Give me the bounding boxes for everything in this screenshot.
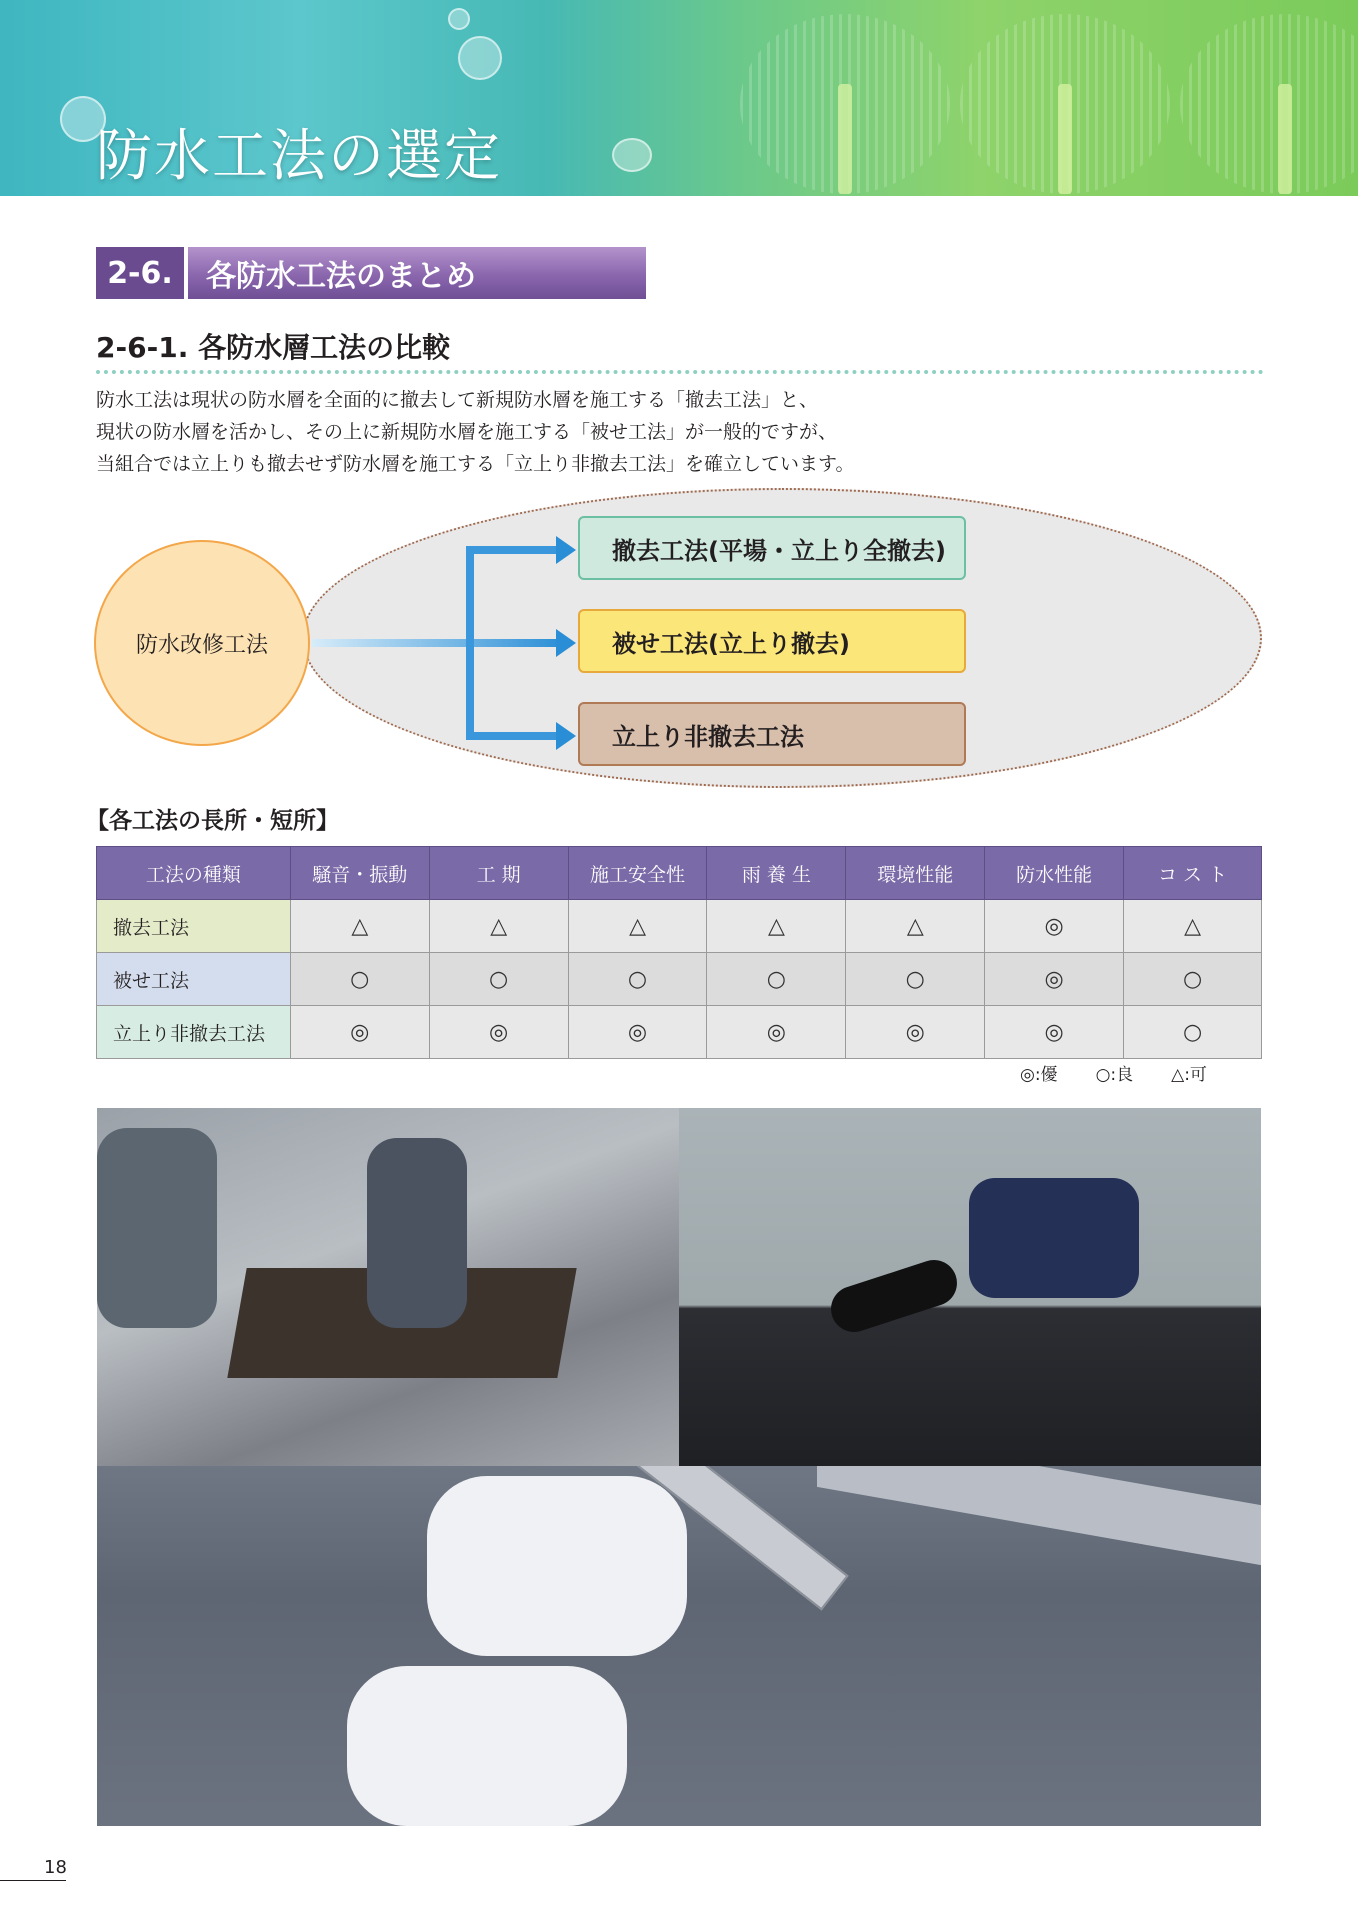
rating-cell: ◎ <box>985 1006 1124 1059</box>
vertical-connector <box>466 546 474 740</box>
metal-edge-strip <box>817 1466 1261 1565</box>
subsection-title: 2-6-1. 各防水層工法の比較 <box>96 331 451 364</box>
arrow-head-icon <box>556 536 576 564</box>
rating-cell: ◎ <box>707 1006 846 1059</box>
page-number: 18 <box>44 1857 67 1878</box>
comparison-table <box>96 846 1262 1059</box>
photo-membrane-install <box>679 1108 1261 1466</box>
section-title: 各防水工法のまとめ <box>188 247 646 299</box>
method-box-removal: 撤去工法(平場・立上り全撤去) <box>578 516 966 580</box>
column-header: 工法の種類 <box>97 847 291 900</box>
method-box-overlay: 被せ工法(立上り撤去) <box>578 609 966 673</box>
arrow-head-icon <box>556 722 576 750</box>
photo-cutting-detail <box>97 1466 1261 1826</box>
rating-cell: △ <box>846 900 985 953</box>
column-header: 防水性能 <box>985 847 1124 900</box>
worker-figure <box>367 1138 467 1328</box>
table-row <box>97 953 1262 1006</box>
rating-cell: ○ <box>1124 1006 1262 1059</box>
rating-cell: ○ <box>846 953 985 1006</box>
column-header: 雨 養 生 <box>707 847 846 900</box>
header-banner <box>0 0 1358 196</box>
intro-text <box>96 384 1266 480</box>
page-number-rule <box>0 1880 66 1881</box>
legend-item: △:可 <box>1171 1065 1207 1085</box>
rating-cell: ◎ <box>985 953 1124 1006</box>
table-row <box>97 1006 1262 1059</box>
column-header: 工 期 <box>429 847 568 900</box>
tree-decoration <box>740 14 950 194</box>
row-header: 被せ工法 <box>97 953 291 1006</box>
column-header: 施工安全性 <box>568 847 707 900</box>
rating-cell: ◎ <box>568 1006 707 1059</box>
rating-cell: △ <box>568 900 707 953</box>
dotted-divider <box>96 370 1264 374</box>
rating-cell: △ <box>707 900 846 953</box>
tree-decoration <box>960 14 1170 194</box>
rating-cell: ○ <box>707 953 846 1006</box>
page-title: 防水工法の選定 <box>96 124 502 189</box>
branch-connector <box>466 732 556 740</box>
rating-cell: ○ <box>1124 953 1262 1006</box>
section-heading <box>96 247 646 299</box>
worker-figure <box>97 1128 217 1328</box>
column-header: 騒音・振動 <box>290 847 429 900</box>
intro-line: 防水工法は現状の防水層を全面的に撤去して新規防水層を施工する「撤去工法」と、 <box>96 389 819 411</box>
method-diagram <box>90 480 1280 780</box>
rating-cell: △ <box>1124 900 1262 953</box>
worker-figure <box>969 1178 1139 1298</box>
rating-cell: △ <box>429 900 568 953</box>
rating-legend <box>1020 1060 1207 1085</box>
intro-line: 現状の防水層を活かし、その上に新規防水層を施工する「被せ工法」が一般的ですが、 <box>96 421 838 443</box>
section-number: 2-6. <box>96 247 184 299</box>
rating-cell: ○ <box>568 953 707 1006</box>
column-header: コ ス ト <box>1124 847 1262 900</box>
gloved-hand <box>347 1666 627 1826</box>
main-connector <box>312 639 564 647</box>
rating-cell: △ <box>290 900 429 953</box>
method-box-non-removal: 立上り非撤去工法 <box>578 702 966 766</box>
gloved-hand <box>427 1476 687 1656</box>
bubble-decoration <box>612 138 652 172</box>
table-header-row <box>97 847 1262 900</box>
rating-cell: ○ <box>290 953 429 1006</box>
legend-item: ○:良 <box>1095 1065 1134 1085</box>
rating-cell: ○ <box>429 953 568 1006</box>
table-title: 【各工法の長所・短所】 <box>86 808 339 834</box>
photo-roof-removal <box>97 1108 679 1466</box>
row-header: 立上り非撤去工法 <box>97 1006 291 1059</box>
branch-connector <box>466 546 556 554</box>
membrane-roll <box>825 1254 963 1338</box>
rating-cell: ◎ <box>429 1006 568 1059</box>
legend-item: ◎:優 <box>1020 1065 1058 1085</box>
tree-decoration <box>1180 14 1358 194</box>
bubble-decoration <box>458 36 502 80</box>
table-row <box>97 900 1262 953</box>
rating-cell: ◎ <box>290 1006 429 1059</box>
root-method-circle: 防水改修工法 <box>94 540 310 746</box>
rating-cell: ◎ <box>985 900 1124 953</box>
column-header: 環境性能 <box>846 847 985 900</box>
bubble-decoration <box>448 8 470 30</box>
row-header: 撤去工法 <box>97 900 291 953</box>
rating-cell: ◎ <box>846 1006 985 1059</box>
intro-line: 当組合では立上りも撤去せず防水層を施工する「立上り非撤去工法」を確立しています。 <box>96 453 855 475</box>
arrow-head-icon <box>556 629 576 657</box>
